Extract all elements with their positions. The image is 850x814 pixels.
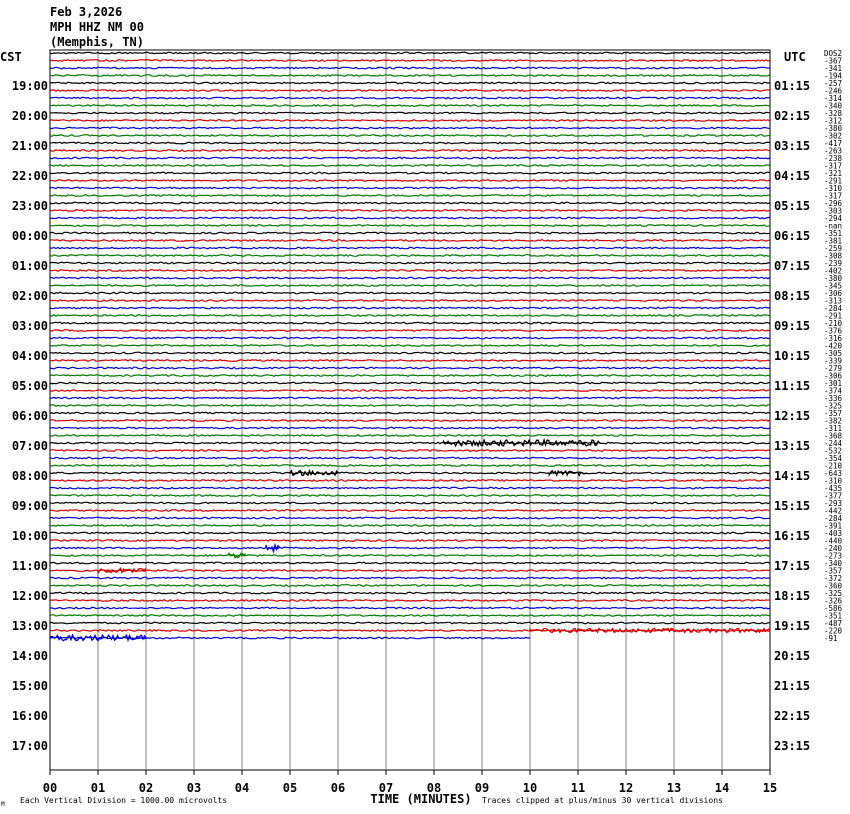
trace-offset-label: -339 xyxy=(824,356,843,366)
trace-line xyxy=(50,450,770,452)
trace-offset-label: -244 xyxy=(824,439,843,448)
left-hour-label: 21:00 xyxy=(11,139,48,153)
left-hour-label: 02:00 xyxy=(11,289,48,303)
trace-line xyxy=(50,540,770,542)
left-hour-label: 17:00 xyxy=(11,739,48,753)
trace-offset-label: -360 xyxy=(824,581,843,591)
trace-line xyxy=(50,577,770,579)
trace-line xyxy=(50,127,770,129)
left-hour-label: 15:00 xyxy=(11,679,48,693)
x-tick-label: 10 xyxy=(522,781,538,795)
trace-offset-label: -403 xyxy=(824,529,843,538)
trace-offset-label: -442 xyxy=(824,506,843,516)
right-hour-label: 14:15 xyxy=(774,469,811,483)
right-hour-label: 23:15 xyxy=(774,739,811,753)
trace-line xyxy=(50,277,770,279)
left-hour-label: 08:00 xyxy=(11,469,48,483)
trace-line xyxy=(50,525,770,527)
trace-line xyxy=(50,420,770,422)
trace-line xyxy=(50,517,770,519)
trace-offset-label: -417 xyxy=(824,139,843,148)
trace-offset-label: -391 xyxy=(824,521,843,531)
right-hour-label: 08:15 xyxy=(774,289,811,303)
trace-line xyxy=(50,195,770,197)
right-hour-label: 15:15 xyxy=(774,499,811,513)
trace-line xyxy=(50,360,770,362)
trace-line xyxy=(50,90,770,92)
trace-offset-label: -310 xyxy=(824,184,843,193)
trace-line xyxy=(50,412,770,414)
right-hour-label: 04:15 xyxy=(774,169,811,183)
trace-line xyxy=(50,97,770,99)
left-hour-label: 14:00 xyxy=(11,649,48,663)
trace-line xyxy=(50,135,770,137)
trace-line xyxy=(50,75,770,77)
trace-offset-label: -246 xyxy=(824,86,843,96)
trace-offset-label: -402 xyxy=(824,266,843,276)
trace-line xyxy=(50,232,770,234)
trace-offset-label: -263 xyxy=(824,146,843,156)
trace-line xyxy=(50,465,770,467)
trace-line xyxy=(50,502,770,504)
trace-line xyxy=(50,510,770,512)
x-tick-label: 11 xyxy=(570,781,586,795)
right-hour-label: 02:15 xyxy=(774,109,811,123)
trace-line xyxy=(50,585,770,587)
right-hour-label: 17:15 xyxy=(774,559,811,573)
right-hour-label: 12:15 xyxy=(774,409,811,423)
x-tick-label: 08 xyxy=(426,781,442,795)
trace-offset-label: -345 xyxy=(824,281,843,291)
trace-line xyxy=(50,345,770,347)
x-tick-label: 06 xyxy=(330,781,346,795)
trace-line xyxy=(50,247,770,249)
trace-offset-label: -326 xyxy=(824,596,843,606)
trace-line xyxy=(50,67,770,69)
left-hour-label: 06:00 xyxy=(11,409,48,423)
trace-offset-label: -294 xyxy=(824,214,843,223)
trace-line xyxy=(50,562,770,564)
right-hour-label: 01:15 xyxy=(774,79,811,93)
trace-offset-label: -314 xyxy=(824,94,843,103)
trace-line xyxy=(50,607,770,609)
trace-offset-label: -374 xyxy=(824,386,843,396)
right-hour-label: 09:15 xyxy=(774,319,811,333)
trace-line xyxy=(50,442,770,444)
trace-offset-label: -220 xyxy=(824,626,843,636)
trace-offset-label: -316 xyxy=(824,334,843,343)
trace-line xyxy=(50,495,770,497)
trace-offset-label: -354 xyxy=(824,454,843,463)
trace-line xyxy=(50,382,770,384)
trace-offset-label: -210 xyxy=(824,319,843,328)
trace-line xyxy=(50,615,770,617)
trace-line xyxy=(50,487,770,489)
trace-offset-label: -284 xyxy=(824,304,843,313)
trace-offset-label: -382 xyxy=(824,416,843,426)
left-hour-labels xyxy=(12,79,48,753)
trace-line xyxy=(50,292,770,294)
right-hour-label: 20:15 xyxy=(774,649,811,663)
trace-line xyxy=(50,300,770,302)
x-tick-label: 01 xyxy=(90,781,106,795)
left-hour-label: 22:00 xyxy=(11,169,48,183)
date-label: Feb 3,2026 xyxy=(50,5,123,19)
x-tick-label: 09 xyxy=(474,781,490,795)
trace-line xyxy=(50,225,770,227)
right-hour-label: 13:15 xyxy=(774,439,811,453)
trace-offset-label: -367 xyxy=(824,56,843,66)
trace-line xyxy=(50,165,770,167)
x-tick-label: 13 xyxy=(666,781,682,795)
trace-offset-label: -380 xyxy=(824,274,843,283)
trace-line xyxy=(50,262,770,264)
trace-offset-label: -194 xyxy=(824,71,843,81)
left-hour-label: 07:00 xyxy=(11,439,48,453)
trace-line xyxy=(50,120,770,122)
trace-offset-label: -340 xyxy=(824,559,843,568)
right-hour-label: 22:15 xyxy=(774,709,811,723)
left-hour-label: 05:00 xyxy=(11,379,48,393)
trace-offset-label: -312 xyxy=(824,116,843,126)
left-timezone-label: CST xyxy=(0,50,22,64)
trace-line xyxy=(50,180,770,182)
trace-offset-label: -328 xyxy=(824,109,843,118)
trace-offset-label: -301 xyxy=(824,379,843,388)
trace-line xyxy=(50,60,770,62)
trace-offset-label: -306 xyxy=(824,289,843,298)
trace-line xyxy=(50,457,770,459)
trace-line xyxy=(50,150,770,152)
left-hour-label: 09:00 xyxy=(11,499,48,513)
right-hour-label: 21:15 xyxy=(774,679,811,693)
trace-offset-label: -273 xyxy=(824,551,843,561)
trace-offset-label: -311 xyxy=(824,424,843,433)
trace-offset-label: -357 xyxy=(824,566,843,576)
trace-offset-label: -532 xyxy=(824,446,843,456)
trace-line xyxy=(50,142,770,144)
left-hour-label: 00:00 xyxy=(11,229,48,243)
right-hour-label: 11:15 xyxy=(774,379,811,393)
trace-offset-label: -238 xyxy=(824,154,843,163)
right-hour-label: 07:15 xyxy=(774,259,811,273)
trace-offset-label: -nan xyxy=(824,221,843,231)
trace-offset-label: -284 xyxy=(824,514,843,523)
trace-line xyxy=(50,52,770,54)
x-tick-label: 15 xyxy=(762,781,778,795)
trace-line xyxy=(50,405,770,407)
x-axis-title: TIME (MINUTES) xyxy=(370,792,472,806)
trace-line xyxy=(50,397,770,399)
right-hour-label: 16:15 xyxy=(774,529,811,543)
right-hour-label: 05:15 xyxy=(774,199,811,213)
location-label: (Memphis, TN) xyxy=(50,35,144,49)
trace-offset-label: -381 xyxy=(824,236,843,246)
trace-line xyxy=(50,202,770,204)
trace-offset-label: -279 xyxy=(824,364,843,373)
corner-mark: M xyxy=(1,801,5,808)
trace-offset-label: -317 xyxy=(824,161,843,171)
x-tick-label: 12 xyxy=(618,781,634,795)
trace-offset-label: -420 xyxy=(824,341,843,351)
trace-line xyxy=(50,172,770,174)
trace-offset-label: -296 xyxy=(824,199,843,208)
x-tick-label: 04 xyxy=(234,781,250,795)
trace-offset-label: -643 xyxy=(824,469,843,478)
trace-line xyxy=(50,210,770,212)
trace-offset-label: -372 xyxy=(824,574,843,583)
trace-line xyxy=(50,217,770,219)
trace-offset-label: -351 xyxy=(824,229,843,238)
right-hour-labels xyxy=(774,79,810,753)
trace-offset-label: -357 xyxy=(824,409,843,418)
trace-line xyxy=(50,390,770,392)
trace-offset-label: -487 xyxy=(824,619,843,628)
trace-line xyxy=(50,472,770,474)
trace-offset-label: -257 xyxy=(824,79,843,88)
trace-offset-label: -586 xyxy=(824,604,843,613)
trace-offset-label: -306 xyxy=(824,371,843,381)
scale-note: Each Vertical Division = 1000.00 microvolts xyxy=(20,796,228,805)
trace-layer xyxy=(50,52,770,639)
left-hour-label: 01:00 xyxy=(11,259,48,273)
left-hour-label: 04:00 xyxy=(11,349,48,363)
trace-offset-label: -291 xyxy=(824,311,843,321)
trace-offset-label: -440 xyxy=(824,536,843,546)
x-tick-label: 14 xyxy=(714,781,730,795)
trace-line xyxy=(50,307,770,309)
trace-line xyxy=(50,427,770,429)
trace-line xyxy=(50,367,770,369)
trace-offset-label: -368 xyxy=(824,431,843,441)
trace-line xyxy=(50,330,770,332)
trace-offset-label: -351 xyxy=(824,611,843,621)
trace-offset-label: -310 xyxy=(824,476,843,486)
trace-line xyxy=(50,285,770,287)
trace-line xyxy=(50,105,770,107)
trace-offset-label: -435 xyxy=(824,484,843,493)
trace-offset-label: -313 xyxy=(824,296,843,306)
trace-line xyxy=(50,337,770,339)
trace-line xyxy=(50,82,770,84)
left-hour-label: 16:00 xyxy=(11,709,48,723)
trace-offset-label: -321 xyxy=(824,169,843,178)
right-hour-label: 19:15 xyxy=(774,619,811,633)
right-hour-label: 18:15 xyxy=(774,589,811,603)
right-hour-label: 06:15 xyxy=(774,229,811,243)
left-hour-label: 12:00 xyxy=(11,589,48,603)
left-hour-label: 23:00 xyxy=(11,199,48,213)
trace-line xyxy=(50,600,770,602)
trace-line xyxy=(50,547,770,549)
left-hour-label: 20:00 xyxy=(11,109,48,123)
left-hour-label: 13:00 xyxy=(11,619,48,633)
trace-line xyxy=(50,592,770,594)
trace-offset-labels xyxy=(824,49,843,643)
right-timezone-label: UTC xyxy=(784,50,806,64)
left-hour-label: 11:00 xyxy=(11,559,48,573)
trace-line xyxy=(50,270,770,272)
clip-note: Traces clipped at plus/minus 30 vertical divisions xyxy=(482,796,723,805)
trace-offset-label: -308 xyxy=(824,251,843,261)
trace-line xyxy=(50,570,770,572)
x-tick-label: 03 xyxy=(186,781,202,795)
trace-line xyxy=(50,555,770,557)
event-burst xyxy=(266,545,280,552)
trace-offset-label: -291 xyxy=(824,176,843,186)
trace-offset-label: -325 xyxy=(824,401,843,411)
x-tick-label: 05 xyxy=(282,781,298,795)
trace-offset-label: -376 xyxy=(824,326,843,336)
trace-line xyxy=(50,435,770,437)
x-tick-label: 07 xyxy=(378,781,394,795)
trace-line xyxy=(50,622,770,624)
trace-offset-label: -302 xyxy=(824,131,843,141)
trace-offset-label: -239 xyxy=(824,259,843,268)
channel-label: MPH HHZ NM 00 xyxy=(50,20,144,34)
trace-line xyxy=(50,375,770,377)
trace-offset-label: -325 xyxy=(824,589,843,598)
left-hour-label: 03:00 xyxy=(11,319,48,333)
x-tick-label: 02 xyxy=(138,781,154,795)
trace-offset-label: -317 xyxy=(824,191,843,201)
trace-line xyxy=(50,112,770,114)
trace-offset-label: -341 xyxy=(824,64,843,73)
trace-offset-label: -336 xyxy=(824,394,843,403)
left-hour-label: 19:00 xyxy=(11,79,48,93)
x-tick-label: 00 xyxy=(42,781,58,795)
trace-offset-label: -91 xyxy=(824,634,838,643)
trace-line xyxy=(50,157,770,159)
trace-offset-label: -293 xyxy=(824,499,843,508)
trace-line xyxy=(50,532,770,534)
trace-offset-label: -340 xyxy=(824,101,843,111)
trace-line xyxy=(50,480,770,482)
trace-line xyxy=(50,315,770,317)
trace-offset-label: -210 xyxy=(824,461,843,471)
trace-offset-label: -240 xyxy=(824,544,843,553)
trace-offset-label: -305 xyxy=(824,349,843,358)
left-hour-label: 10:00 xyxy=(11,529,48,543)
trace-offset-label: -303 xyxy=(824,206,843,216)
trace-line xyxy=(50,352,770,354)
right-hour-label: 03:15 xyxy=(774,139,811,153)
trace-offset-label: -377 xyxy=(824,491,843,501)
trace-line xyxy=(50,187,770,189)
trace-offset-label: -259 xyxy=(824,244,843,253)
trace-offset-label: -380 xyxy=(824,124,843,133)
trace-line xyxy=(50,240,770,242)
event-burst xyxy=(290,471,338,476)
trace-offset-label: DOS2 xyxy=(824,49,843,58)
trace-line xyxy=(50,322,770,324)
trace-line xyxy=(50,255,770,257)
right-hour-label: 10:15 xyxy=(774,349,811,363)
